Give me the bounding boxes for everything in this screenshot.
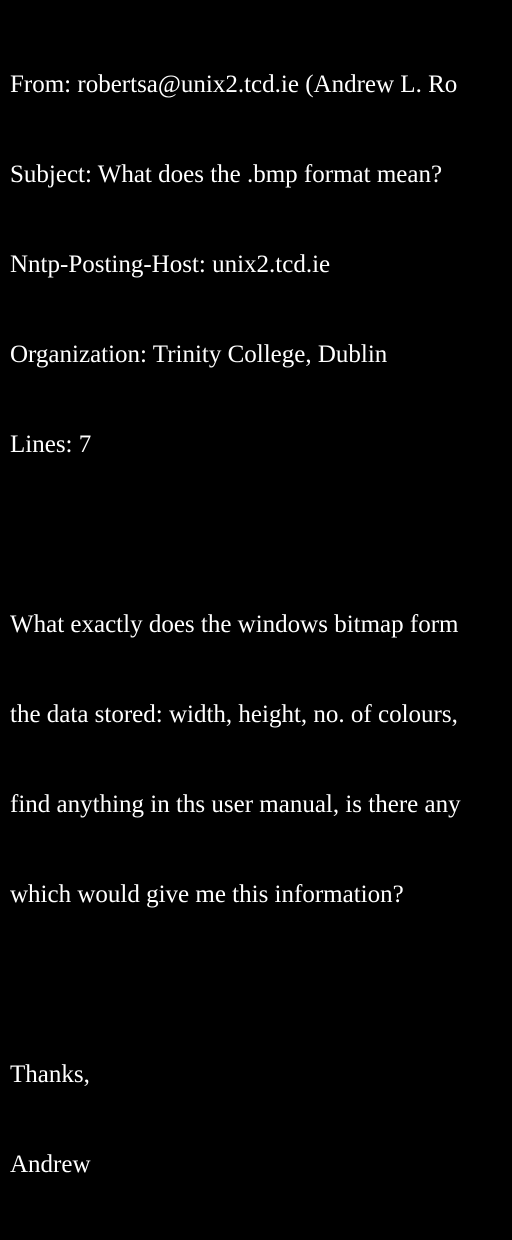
message-text — [10, 10, 512, 1240]
header-posting-host: Nntp-Posting-Host: unix2.tcd.ie — [10, 251, 331, 278]
body-line-1: What exactly does the windows bitmap form — [10, 611, 459, 638]
body-line-3: find anything in ths user manual, is there any — [10, 791, 461, 818]
signoff-name: Andrew — [10, 1151, 91, 1178]
header-subject: Subject: What does the .bmp format mean? — [10, 161, 443, 188]
header-lines: Lines: 7 — [10, 431, 92, 458]
header-organization: Organization: Trinity College, Dublin — [10, 341, 388, 368]
header-from: From: robertsa@unix2.tcd.ie (Andrew L. Ro — [10, 71, 458, 98]
blank-line — [10, 520, 512, 550]
signoff-thanks: Thanks, — [10, 1061, 90, 1088]
body-line-2: the data stored: width, height, no. of colours, — [10, 701, 458, 728]
body-line-4: which would give me this information? — [10, 881, 404, 908]
blank-line — [10, 970, 512, 1000]
